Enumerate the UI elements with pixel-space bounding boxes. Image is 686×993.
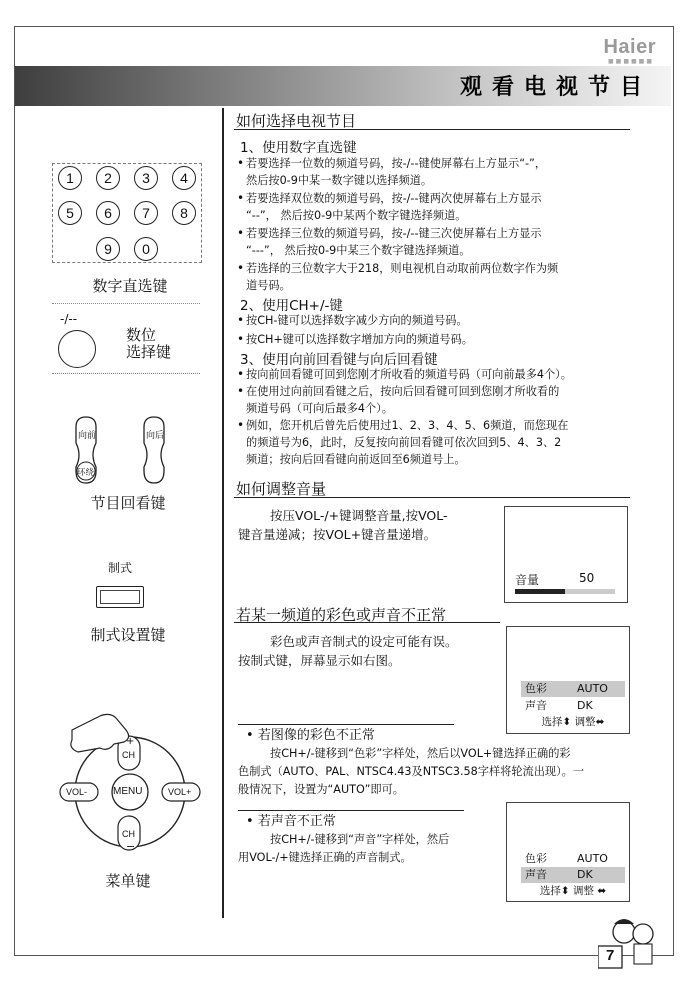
digit-key-1[interactable]: 1 [58, 166, 82, 190]
digit-key-6[interactable]: 6 [96, 201, 120, 225]
bullet-line: “--”， 然后按0-9中某两个数字键选择频道。 [246, 209, 467, 222]
volume-label: 音量 [515, 573, 540, 587]
bullet-item [246, 383, 559, 417]
sound-title: • 若声音不正常 [246, 814, 336, 829]
osd-label: 色彩 [525, 682, 547, 695]
section-rule [234, 622, 500, 623]
digit-key-9[interactable]: 9 [96, 237, 120, 261]
osd-row-sound [521, 867, 625, 883]
bullet-item: • 按CH+键可以选择数字增加方向的频道号码。 [246, 331, 473, 348]
volume-bar-track [515, 589, 615, 594]
section-title-volume: 如何调整音量 [236, 480, 327, 498]
osd-label: 色彩 [525, 852, 547, 865]
text-line: 按压VOL-/+键调整音量,按VOL- [270, 508, 448, 523]
page-number: 7 [606, 947, 615, 964]
osd-row-color [521, 851, 625, 867]
color-text [238, 745, 584, 799]
digit-key-8[interactable]: 8 [172, 201, 196, 225]
color-sound-osd-2 [506, 802, 630, 902]
bullet-line: 频道；按向后回看键向前返回至6频道号上。 [246, 453, 466, 466]
digit-key-5[interactable]: 5 [58, 201, 82, 225]
bullet-line: • 若选择的三位数字大于218，则电视机自动取前两位数字作为频 [246, 262, 559, 275]
brand-dots: ■■■■■■ [607, 58, 654, 65]
volume-bar-fill [515, 589, 565, 594]
osd-hint: 选择⬍ 调整 ⬌ [539, 885, 607, 897]
text-line: 按制式键，屏幕显示如右图。 [238, 653, 401, 668]
review-caption: 节目回看键 [90, 494, 166, 512]
bullet-item [246, 155, 546, 189]
osd-hint: 选择⬍ 调整⬌ [541, 716, 605, 728]
text-line: 按CH+/-键移到“声音”字样处，然后 [270, 833, 450, 846]
sub-heading: 3、使用向前回看键与向后回看键 [240, 352, 438, 368]
dash-caption-line: 选择键 [126, 343, 172, 361]
text-line: 用VOL-/+键选择正确的声音制式。 [238, 851, 412, 864]
dash-key[interactable] [58, 330, 96, 368]
digit-key-7[interactable]: 7 [134, 201, 158, 225]
surround-label: 环绕 [77, 468, 95, 478]
text-line: 色制式（AUTO、PAL、NTSC4.43及NTSC3.58字样将轮流出现）。一 [238, 765, 585, 778]
menu-caption: 菜单键 [105, 872, 151, 890]
bullet-item [246, 225, 542, 259]
page-title: 观看电视节目 [459, 75, 652, 100]
sub-rule [238, 810, 464, 811]
system-label: 制式 [108, 561, 133, 575]
digit-caption: 数字直选键 [92, 277, 168, 295]
text-line: 键音量递减；按VOL+键音量递增。 [238, 527, 437, 542]
menu-label: MENU [113, 786, 143, 797]
osd-value: AUTO [577, 852, 608, 865]
bullet-line: 道号码。 [246, 279, 291, 292]
bullet-line: 的频道号为6，此时，反复按向前回看键可依次回到5、4、3、2 [246, 436, 562, 449]
digit-key-0[interactable]: 0 [134, 237, 158, 261]
bullet-line: • 若要选择三位数的频道号码，按-/--键三次使屏幕右上方显示 [246, 227, 542, 240]
color-sound-osd [506, 626, 630, 734]
osd-label: 声音 [525, 699, 547, 712]
section-rule [234, 129, 630, 130]
bullet-line: • 若要选择一位数的频道号码，按-/--键使屏幕右上方显示“-”， [246, 157, 547, 170]
sub-heading: 1、使用数字直选键 [240, 140, 357, 156]
ch-up-label: CH [122, 750, 135, 760]
forward-key-label: 向后 [146, 431, 165, 441]
column-divider [222, 108, 224, 918]
bullet-item [246, 417, 568, 468]
osd-row-color [521, 681, 625, 697]
osd-value: DK [577, 699, 593, 712]
bullet-line: • 在使用过向前回看键之后，按向后回看键可回到您刚才所收看的 [246, 385, 560, 398]
forward-key[interactable] [144, 417, 164, 483]
divider [52, 303, 200, 304]
volume-text [238, 506, 448, 544]
vol-down-label: VOL- [66, 787, 88, 797]
system-key[interactable] [96, 586, 144, 608]
ch-down-label: CH [122, 829, 135, 839]
brand-logo: Haier [603, 36, 656, 58]
osd-value: DK [577, 868, 593, 881]
text-line: 般情况下，设置为“AUTO”即可。 [238, 783, 404, 796]
bullet-item [246, 260, 558, 294]
vol-up-label: VOL+ [168, 787, 192, 797]
osd-value: AUTO [577, 682, 608, 695]
color-title-text: 若图像的彩色不正常 [257, 728, 375, 743]
ch-plus: + [126, 736, 135, 747]
bullet-item: • 按向前回看键可回到您刚才所收看的频道号码（可向前最多4个）。 [246, 366, 572, 383]
bullet-line: • 若要选择双位数的频道号码，按-/--键两次使屏幕右上方显示 [246, 192, 542, 205]
volume-osd [504, 506, 628, 603]
volume-value: 50 [579, 571, 595, 585]
sound-text [238, 831, 449, 867]
abnormal-text [238, 632, 458, 670]
osd-label: 声音 [525, 868, 547, 881]
divider [52, 373, 200, 374]
section-title-abnormal: 若某一频道的彩色或声音不正常 [236, 606, 447, 624]
digit-key-3[interactable]: 3 [134, 166, 158, 190]
osd-row-sound [521, 698, 625, 714]
digit-key-4[interactable]: 4 [172, 166, 196, 190]
bullet-line: • 例如，您开机后曾先后使用过1、2、3、4、5、6频道，而您现在 [246, 419, 569, 432]
sub-heading: 2、使用CH+/-键 [240, 298, 343, 314]
sound-title-text: 若声音不正常 [257, 814, 336, 829]
text-line: 彩色或声音制式的设定可能有误。 [270, 634, 458, 649]
dash-key-label: -/-- [60, 312, 78, 326]
bullet-item: • 按CH-键可以选择数字减少方向的频道号码。 [246, 312, 468, 329]
digit-key-2[interactable]: 2 [96, 166, 120, 190]
bullet-line: 频道号码（可向后最多4个）。 [246, 402, 393, 415]
sub-rule [238, 724, 454, 725]
text-line: 按CH+/-键移到“色彩”字样处，然后以VOL+键选择正确的彩 [270, 747, 571, 760]
bullet-line: “---”， 然后按0-9中某三个数字键选择频道。 [246, 244, 471, 257]
bullet-item [246, 190, 542, 224]
system-caption: 制式设置键 [90, 626, 166, 644]
back-key-label: 向前 [78, 431, 97, 441]
color-title: • 若图像的彩色不正常 [246, 728, 375, 743]
ch-minus: − [126, 840, 136, 853]
dash-caption [126, 327, 171, 361]
bullet-line: 然后按0-9中某一数字键以选择频道。 [246, 174, 433, 187]
section-title-select: 如何选择电视节目 [236, 112, 357, 130]
section-rule [234, 497, 630, 498]
dash-caption-line: 数位 [126, 326, 157, 344]
